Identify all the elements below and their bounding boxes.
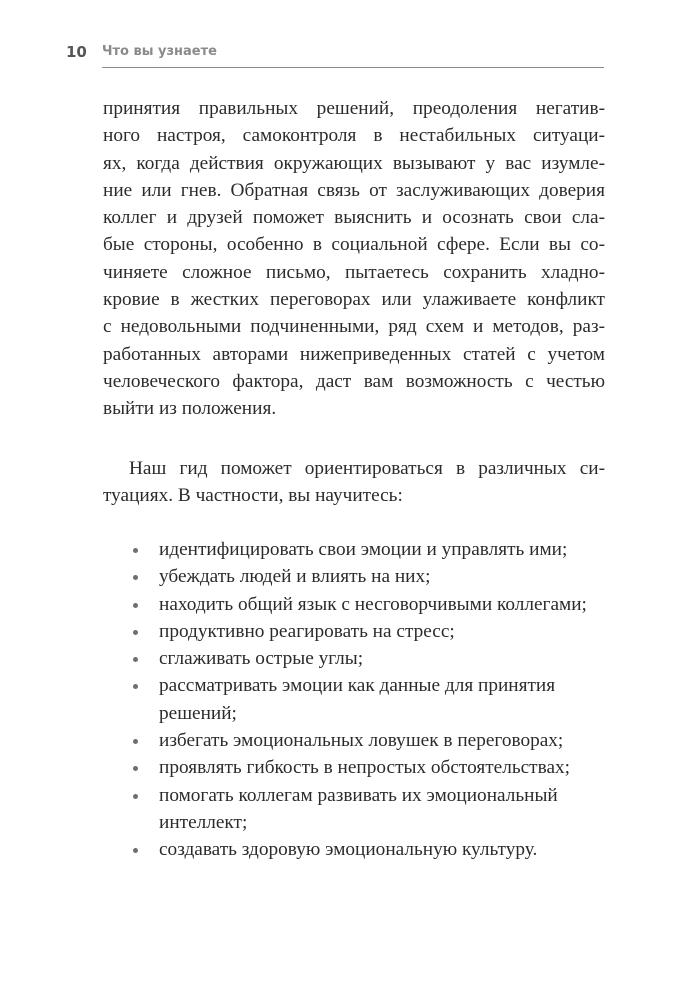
bullet-icon: [133, 739, 138, 744]
running-title: Что вы узнаете: [102, 44, 217, 59]
list-item: [103, 563, 605, 590]
list-item-text: создавать здоровую эмоциональную культуру.: [159, 839, 538, 861]
text-line: ях, когда действия окружающих вызывают у вас изумле-: [103, 152, 605, 174]
bullet-icon: [133, 766, 138, 771]
text-line: работанных авторами нижеприведенных статей с учетом: [103, 343, 605, 365]
list-item-text: сглаживать острые углы;: [159, 648, 364, 670]
header-rule: [102, 67, 604, 68]
text-line: с недовольными подчиненными, ряд схем и методов, раз-: [103, 316, 605, 338]
bullet-icon: [133, 848, 138, 853]
bullet-icon: [133, 575, 138, 580]
text-line: ного настроя, самоконтроля в нестабильных ситуаци-: [103, 125, 605, 147]
list-item: [103, 782, 605, 837]
text-line: принятия правильных решений, преодоления негатив-: [103, 98, 605, 119]
text-line: бые стороны, особенно в социальной сфере. Если вы со-: [103, 234, 605, 256]
text-line: чиняете сложное письмо, пытаетесь сохранить хладно-: [103, 261, 605, 283]
bullet-icon: [133, 794, 138, 799]
list-item-text: идентифицировать свои эмоции и управлять ими;: [159, 539, 568, 560]
list-item-text: продуктивно реагировать на стресс;: [159, 620, 455, 642]
text-line: коллег и друзей поможет выяснить и осознать свои сла-: [103, 207, 605, 229]
bullet-icon: [133, 684, 138, 689]
list-item-text: помогать коллегам развивать их эмоциональный интеллект;: [159, 784, 558, 833]
list-item: [103, 536, 605, 563]
paragraph-1: [103, 95, 605, 423]
bullet-icon: [133, 603, 138, 608]
bullet-icon: [133, 630, 138, 635]
page-number: 10: [66, 43, 87, 61]
text-line: выйти из положения.: [103, 398, 277, 420]
list-item-text: рассматривать эмоции как данные для принятия решений;: [159, 675, 556, 724]
list-item: [103, 618, 605, 645]
text-line: туациях. В частности, вы научитесь:: [103, 485, 403, 507]
list-item-text: проявлять гибкость в непростых обстоятельствах;: [159, 757, 571, 779]
list-item: [103, 836, 605, 863]
page-header: [66, 40, 604, 70]
list-item: [103, 645, 605, 672]
text-line: человеческого фактора, даст вам возможность с честью: [103, 370, 605, 392]
list-item: [103, 727, 605, 754]
text-line: кровие в жестких переговорах или улаживаете конфликт: [103, 289, 605, 311]
paragraph-2: [103, 455, 605, 510]
text-line: ние или гнев. Обратная связь от заслуживающих доверия: [103, 179, 605, 201]
bullet-icon: [133, 548, 138, 553]
list-item-text: избегать эмоциональных ловушек в переговорах;: [159, 730, 564, 752]
skills-list: [103, 536, 605, 864]
list-item: [103, 672, 605, 727]
list-item: [103, 591, 605, 618]
list-item-text: убеждать людей и влиять на них;: [159, 566, 431, 588]
bullet-icon: [133, 657, 138, 662]
text-line: Наш гид поможет ориентироваться в различных си-: [129, 458, 605, 479]
list-item-text: находить общий язык с несговорчивыми коллегами;: [159, 593, 587, 615]
list-item: [103, 754, 605, 781]
